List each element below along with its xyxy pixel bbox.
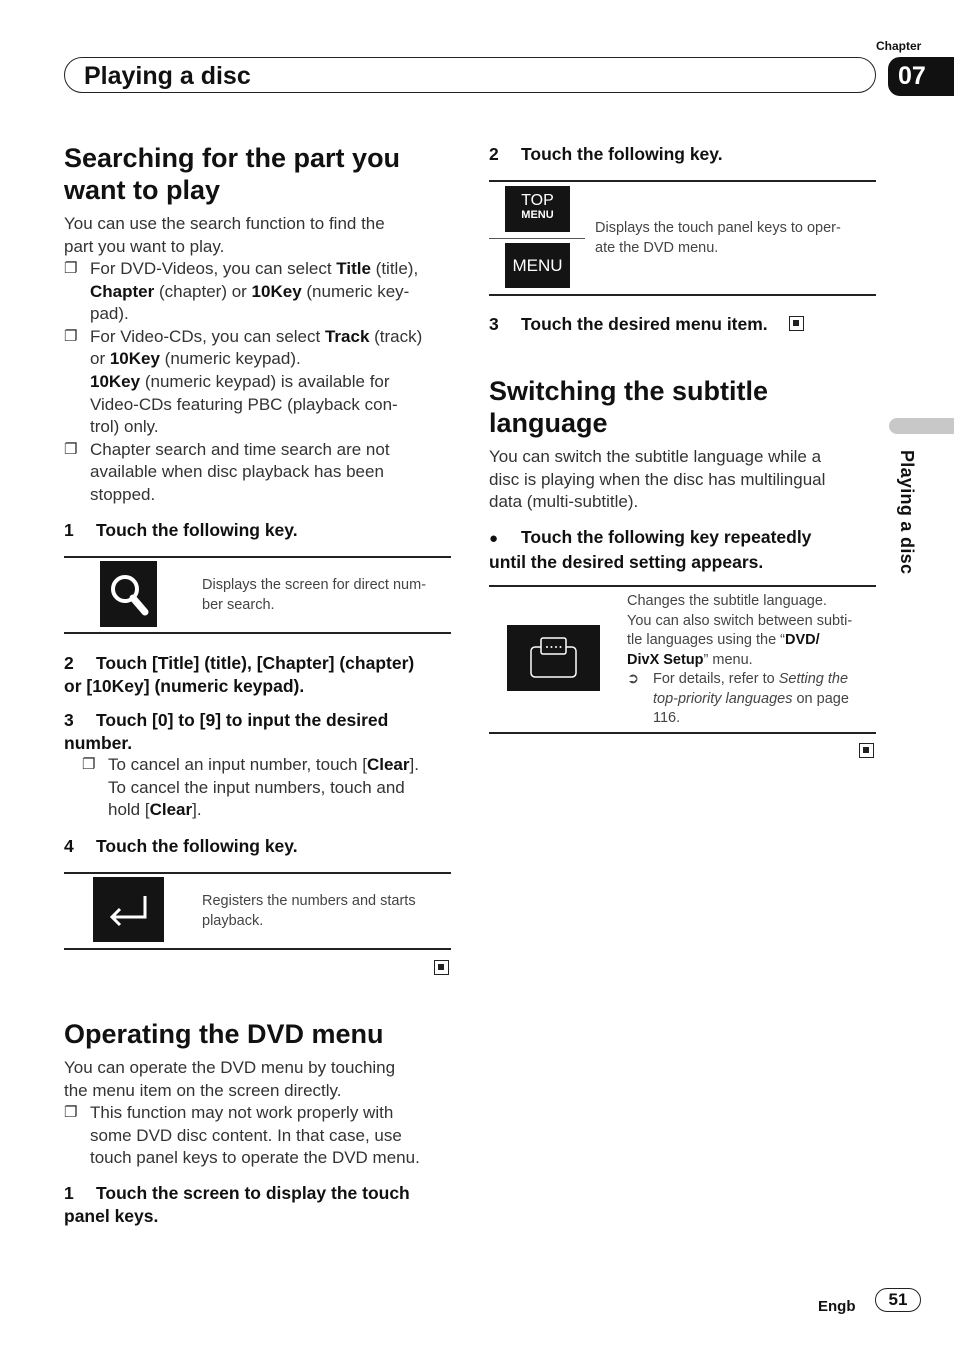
table-rule [64,556,451,558]
bullet-box-icon: ❐ [64,440,78,458]
table-rule [489,294,876,296]
bullet-dot-icon: ● [489,530,499,547]
searching-intro: You can use the search function to find the part you want to play. [64,214,385,256]
dvd-menu-intro: You can operate the DVD menu by touching the menu item on the screen directly. [64,1058,396,1100]
end-mark-icon [789,316,804,331]
search-key-description: Displays the screen for direct num- ber search. [202,577,427,613]
menu-keys-description: Displays the touch panel keys to oper- ate the DVD menu. [595,220,841,256]
search-step-1: 1 Touch the following key. [64,520,298,540]
subtitle-intro: You can switch the subtitle language while a disc is playing when the disc has multilingual data (multi-subtitle). [489,447,826,512]
search-key[interactable] [100,561,157,627]
language-code: Engb [818,1298,856,1315]
table-rule [489,180,876,182]
dvd-menu-heading: Operating the DVD menu [64,1019,384,1049]
chapter-number: 07 [888,57,954,96]
enter-key[interactable] [93,877,164,942]
key-separator [489,238,585,239]
bullet-item: ❐ Chapter search and time search are not available when disc playback has been stopped. [64,439,390,504]
subtitle-key-description: Changes the subtitle language. You can also switch between subti- tle languages using the “DVD/ DivX Setup” menu. ➲ For details, refer to Setting the top-priority languages on page 116. [627,593,853,726]
menu-key[interactable]: MENU [505,243,570,288]
chapter-label: Chapter [876,39,922,53]
dvd-step-1: 1 Touch the screen to display the touch panel keys. [64,1183,410,1226]
table-rule [64,948,451,950]
subtitle-key[interactable] [507,625,600,691]
searching-heading: Searching for the part you want to play [64,143,401,205]
bullet-item: ❐ This function may not work properly with some DVD disc content. In that case, use touch panel keys to operate the DVD menu. [64,1103,420,1168]
bullet-item: ❐ For DVD-Videos, you can select Title (title), Chapter (chapter) or 10Key (numeric key- pad). [64,259,419,324]
search-step-2: 2 Touch [Title] (title), [Chapter] (chapter) or [10Key] (numeric keypad). [64,653,415,696]
search-step-3: 3 Touch [0] to [9] to input the desired number. [64,710,389,753]
subtitle-icon [507,625,600,691]
bullet-box-icon: ❐ [64,327,78,345]
side-tab [889,418,954,434]
page-number: 51 [875,1288,921,1312]
section-title: Playing a disc [84,62,251,90]
searching-bullets [64,258,454,507]
clear-note: ❐ To cancel an input number, touch [Clear]. To cancel the input numbers, touch and hold [Clear]. [82,755,419,820]
side-tab-label: Playing a disc [897,450,917,575]
bullet-box-icon: ❐ [64,260,78,277]
table-rule [489,585,876,587]
bullet-box-icon: ❐ [82,756,96,773]
table-rule [489,732,876,734]
enter-arrow-icon [93,877,164,942]
enter-key-description: Registers the numbers and starts playback. [202,893,416,929]
dvd-step-3: 3 Touch the desired menu item. [489,314,768,334]
dvd-menu-bullets [64,1102,456,1170]
subtitle-heading: Switching the subtitle language [489,376,769,438]
table-rule [64,872,451,874]
search-step-4: 4 Touch the following key. [64,836,298,856]
magnifier-icon [100,561,157,627]
bullet-item: ❐ For Video-CDs, you can select Track (track) or 10Key (numeric keypad). 10Key (numeric keypad) is available for Video-CDs featuring PBC (playback con- trol) only. [64,326,423,437]
reference-arrow-icon: ➲ [627,671,640,687]
subtitle-step: ● Touch the following key repeatedly until the desired setting appears. [489,527,812,572]
bullet-box-icon: ❐ [64,1104,78,1121]
table-rule [64,632,451,634]
dvd-step-2: 2 Touch the following key. [489,144,723,164]
end-mark-icon [434,960,449,975]
top-menu-key[interactable]: TOP MENU [505,186,570,232]
end-mark-icon [859,743,874,758]
